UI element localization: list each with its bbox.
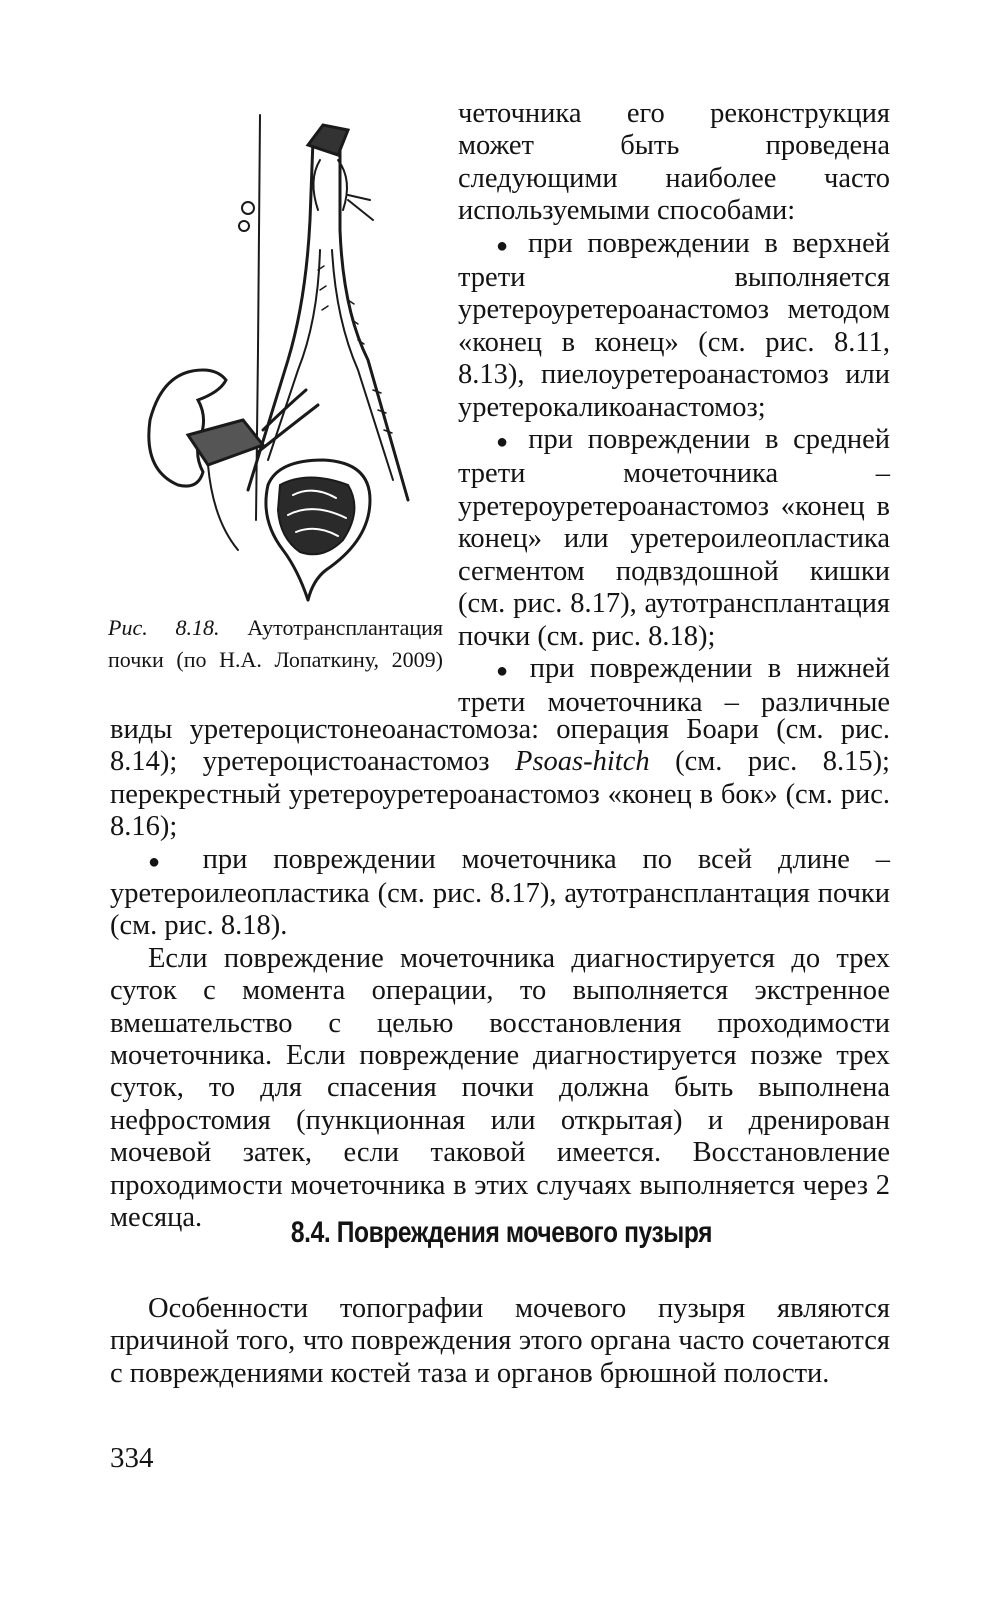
- bullet-lower-third: [458, 653, 890, 720]
- bullet-upper-third-text: при повреждении в верхней трети выполняется уретероуретероанастомоз методом «конец в конец» (см. рис. 8.11, 8.13), пиелоуретероанастомоз или уретерокаликоанастомоз;: [458, 227, 890, 423]
- bullet-full-length: [110, 844, 890, 943]
- bullet-middle-third: [458, 424, 890, 653]
- bullet-marker: [496, 424, 528, 455]
- bullet-lower-third-text: при повреждении в нижней трети мочеточника – различные: [458, 652, 890, 719]
- bullet-marker: [496, 653, 530, 684]
- full-width-text: [110, 714, 890, 1235]
- kidney-autotransplantation-illustration: [108, 100, 438, 620]
- page-number: 334: [110, 1442, 154, 1474]
- paragraph-ureter-reconstruction: четочника его реконструкция может быть проведена следующими наиболее часто используемыми способами:: [458, 98, 890, 227]
- figure-kidney-autotransplantation: [108, 100, 438, 620]
- figure-caption-line2: почки (по Н.А. Лопаткину, 2009): [108, 647, 443, 672]
- bullet-middle-third-text: при повреждении в средней трети мочеточника – уретероуретероанастомоз «конец в конец» или уретероилеопластика сегментом подвздошной кишки (см. рис. 8.17), аутотрансплантация почки (см. рис. 8.18);: [458, 424, 890, 652]
- bullet-upper-third: [458, 228, 890, 424]
- bullet-lower-third-continued: [110, 714, 890, 844]
- bullet-marker: [148, 844, 203, 875]
- section-heading: 8.4. Повреждения мочевого пузыря: [290, 1216, 713, 1249]
- text-segment: виды уретероцистонеоанастомоза: операция Боари (см. рис. 8.14); уретероцистоанастомоз: [110, 714, 890, 778]
- psoas-hitch-term: Psoas-hitch: [515, 746, 650, 778]
- paragraph-bladder-topography: Особенности топографии мочевого пузыря являются причиной того, что повреждения этого органа часто сочетаются с повреждениями костей таза и органов брюшной полости.: [110, 1293, 890, 1389]
- bullet-marker: [496, 228, 528, 259]
- figure-caption-line1: Аутотрансплантация: [247, 615, 444, 640]
- paragraph-diagnosis-timing: Если повреждение мочеточника диагностируется до трех суток с момента операции, то выполняется экстренное вмешательство с целью восстановления проходимости мочеточника. Если повреждение диагностируется позже трех суток, то для спасения почки должна быть выполнена нефростомия (пункционная или открытая) и дренирован мочевой затек, если таковой имеется. Восстановление проходимости мочеточника в этих случаях выполняется через 2 месяца.: [110, 942, 890, 1234]
- figure-label: Рис. 8.18.: [108, 615, 220, 640]
- text-segment: (см. рис. 8.15); перекрестный уретероуретероанастомоз «конец в бок» (см. рис. 8.16);: [110, 746, 890, 843]
- figure-caption: [108, 612, 443, 676]
- bullet-full-length-text: при повреждении мочеточника по всей длине – уретероилеопластика (см. рис. 8.17), аутотрансплантация почки (см. рис. 8.18).: [110, 843, 890, 942]
- right-column-text: [458, 98, 890, 720]
